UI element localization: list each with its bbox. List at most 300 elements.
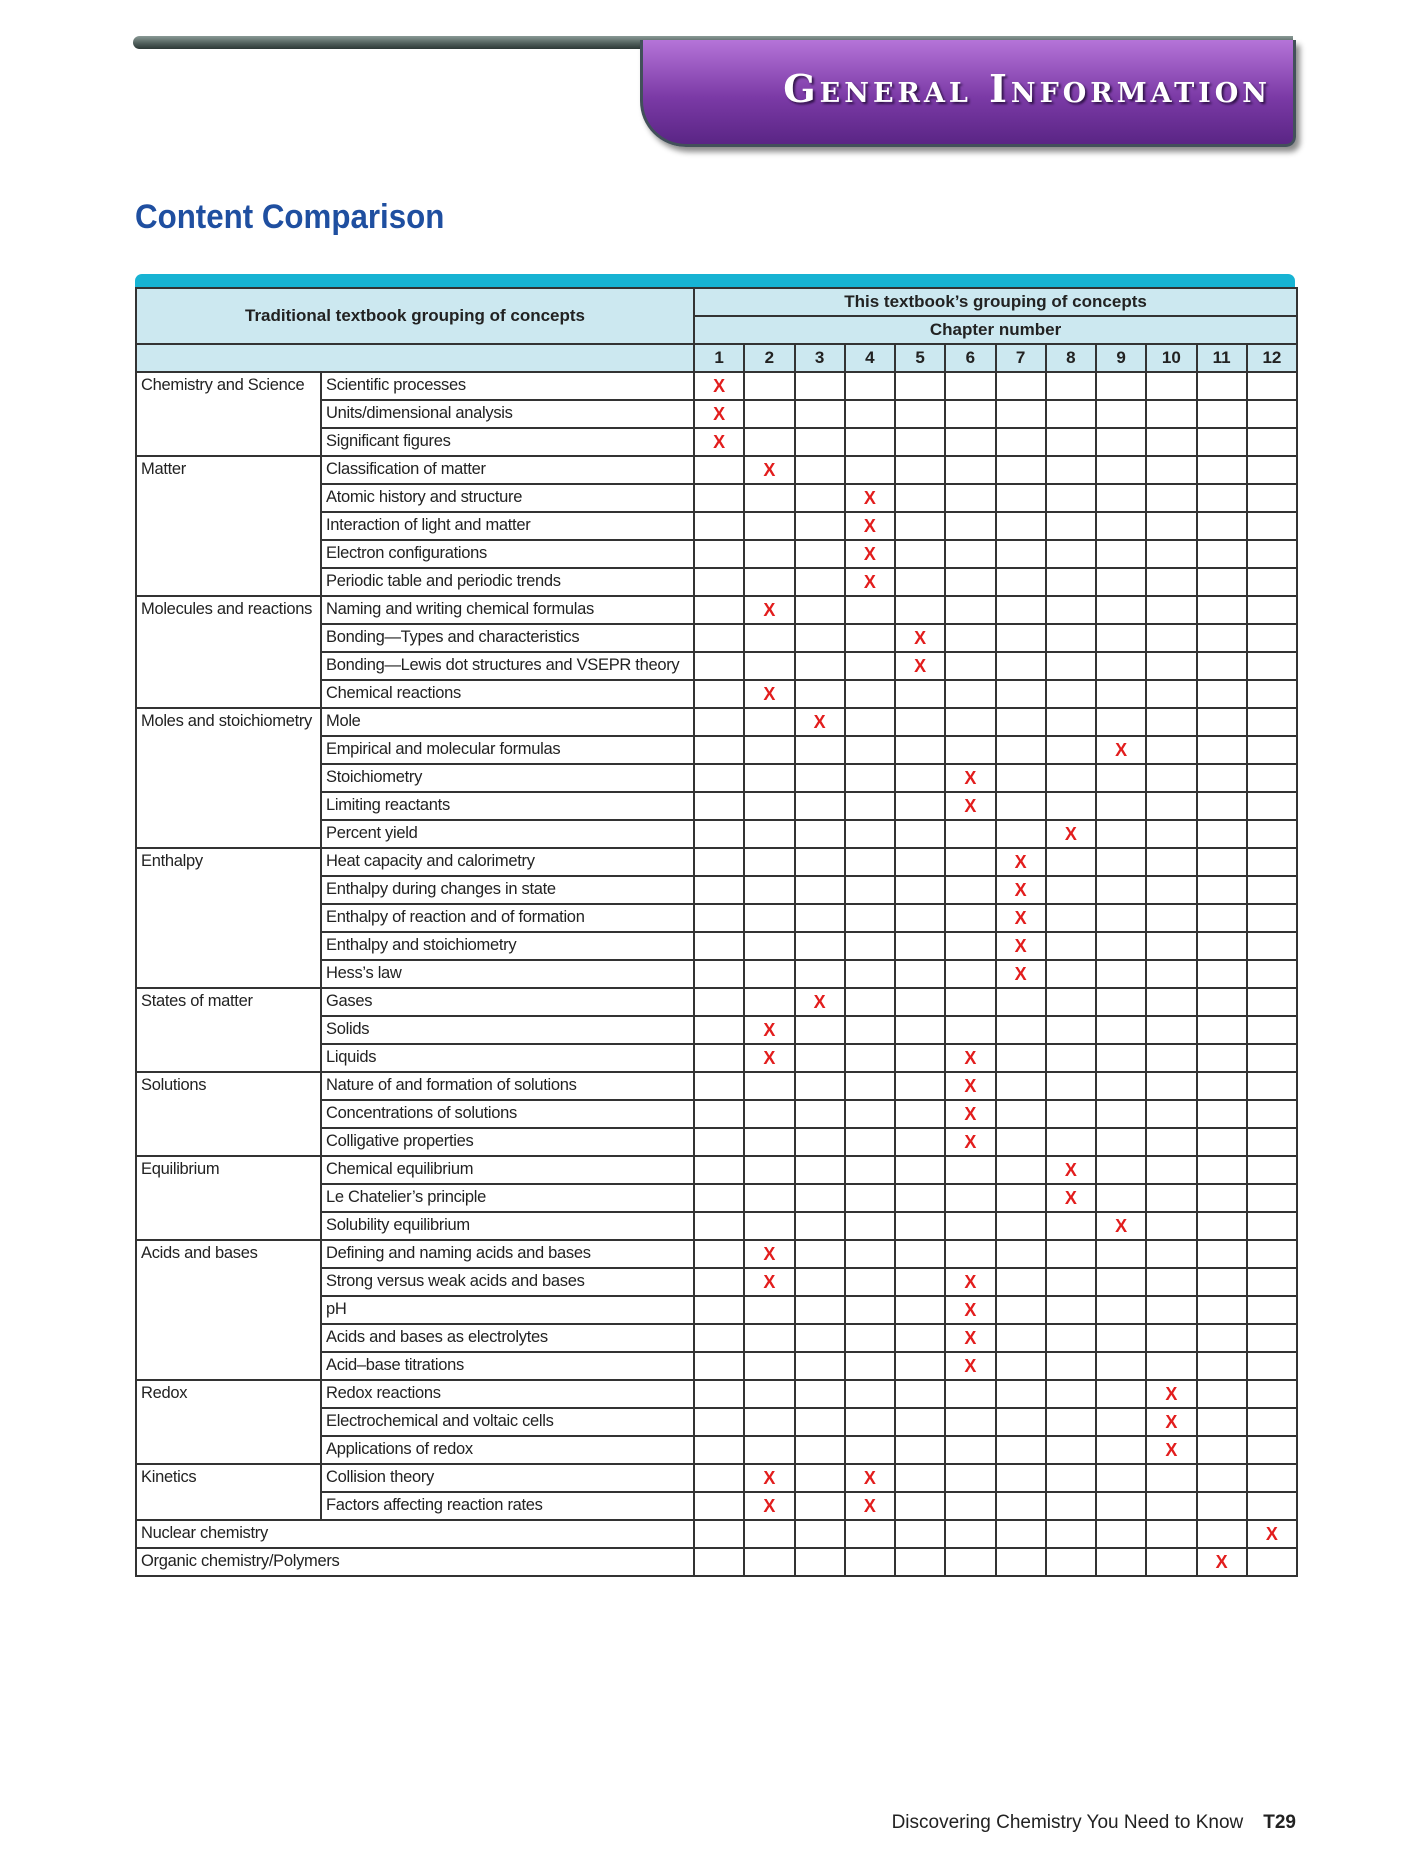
chapter-cell: [1096, 1016, 1146, 1044]
chapter-cell: [1096, 1296, 1146, 1324]
chapter-cell: [1046, 1128, 1096, 1156]
chapter-cell: [1096, 1520, 1146, 1548]
chapter-cell: [1247, 652, 1297, 680]
chapter-cell: [1046, 596, 1096, 624]
chapter-number-header: Chapter number: [694, 316, 1297, 344]
chapter-cell: [895, 1268, 945, 1296]
chapter-cell: [694, 848, 744, 876]
chapter-cell: [845, 708, 895, 736]
chapter-cell: [996, 1492, 1046, 1520]
chapter-mark: X: [895, 652, 945, 680]
chapter-cell: [1146, 1212, 1196, 1240]
chapter-cell: [694, 1240, 744, 1268]
chapter-cell: [1046, 1324, 1096, 1352]
chapter-cell: [845, 1324, 895, 1352]
chapter-cell: [1046, 1212, 1096, 1240]
chapter-cell: [1197, 1240, 1247, 1268]
textbook-grouping-header: This textbook’s grouping of concepts: [694, 288, 1297, 316]
chapter-mark: X: [1146, 1436, 1196, 1464]
chapter-cell: [945, 568, 995, 596]
topic-cell: Nuclear chemistry: [136, 1520, 694, 1548]
chapter-cell: [895, 1520, 945, 1548]
chapter-cell: [1146, 960, 1196, 988]
chapter-cell: [1197, 1100, 1247, 1128]
table-row: [136, 596, 1297, 624]
chapter-cell: [895, 1128, 945, 1156]
chapter-cell: [694, 1408, 744, 1436]
chapter-cell: [895, 1324, 945, 1352]
concept-cell: Colligative properties: [321, 1128, 694, 1156]
chapter-cell: [996, 1156, 1046, 1184]
chapter-cell: [1146, 680, 1196, 708]
chapter-cell: [795, 1184, 845, 1212]
concept-cell: Redox reactions: [321, 1380, 694, 1408]
chapter-cell: [845, 736, 895, 764]
concept-cell: Mole: [321, 708, 694, 736]
chapter-cell: [1046, 1268, 1096, 1296]
chapter-cell: [795, 1016, 845, 1044]
chapter-cell: [996, 1240, 1046, 1268]
chapter-cell: [744, 428, 794, 456]
chapter-cell: [1096, 428, 1146, 456]
chapter-cell: [1046, 456, 1096, 484]
chapter-cell: [845, 1408, 895, 1436]
chapter-cell: [744, 1324, 794, 1352]
chapter-cell: [795, 792, 845, 820]
chapter-cell: [845, 400, 895, 428]
chapter-cell: [795, 764, 845, 792]
chapter-cell: [1197, 1464, 1247, 1492]
chapter-cell: [744, 736, 794, 764]
chapter-cell: [1247, 1324, 1297, 1352]
chapter-cell: [845, 1044, 895, 1072]
chapter-cell: [895, 1296, 945, 1324]
chapter-cell: [1096, 1156, 1146, 1184]
chapter-mark: X: [845, 484, 895, 512]
chapter-cell: [744, 1380, 794, 1408]
chapter-cell: [1046, 652, 1096, 680]
concept-cell: Interaction of light and matter: [321, 512, 694, 540]
chapter-cell: [1146, 428, 1196, 456]
chapter-cell: [744, 960, 794, 988]
chapter-mark: X: [945, 1352, 995, 1380]
table-row: [136, 1380, 1297, 1408]
chapter-number-cell: 4: [845, 344, 895, 372]
chapter-cell: [1046, 540, 1096, 568]
chapter-cell: [1096, 876, 1146, 904]
concept-cell: Factors affecting reaction rates: [321, 1492, 694, 1520]
chapter-cell: [744, 1436, 794, 1464]
chapter-cell: [1146, 400, 1196, 428]
chapter-cell: [1096, 764, 1146, 792]
chapter-cell: [795, 372, 845, 400]
chapter-cell: [996, 484, 1046, 512]
concept-cell: Bonding—Lewis dot structures and VSEPR theory: [321, 652, 694, 680]
chapter-mark: X: [996, 932, 1046, 960]
chapter-cell: [1197, 1016, 1247, 1044]
chapter-cell: [1146, 1100, 1196, 1128]
chapter-cell: [694, 876, 744, 904]
chapter-cell: [795, 1436, 845, 1464]
chapter-cell: [1197, 932, 1247, 960]
chapter-cell: [895, 1408, 945, 1436]
chapter-cell: [1197, 428, 1247, 456]
chapter-cell: [1247, 1016, 1297, 1044]
chapter-cell: [1096, 1352, 1146, 1380]
chapter-cell: [996, 624, 1046, 652]
concept-cell: Naming and writing chemical formulas: [321, 596, 694, 624]
chapter-cell: [1197, 736, 1247, 764]
chapter-cell: [1146, 792, 1196, 820]
chapter-cell: [1247, 1408, 1297, 1436]
chapter-cell: [945, 428, 995, 456]
chapter-cell: [1197, 456, 1247, 484]
chapter-cell: [996, 1352, 1046, 1380]
chapter-cell: [895, 540, 945, 568]
chapter-cell: [795, 1072, 845, 1100]
chapter-number-cell: 8: [1046, 344, 1096, 372]
chapter-cell: [895, 1044, 945, 1072]
chapter-cell: [1046, 428, 1096, 456]
concept-cell: Heat capacity and calorimetry: [321, 848, 694, 876]
chapter-cell: [795, 904, 845, 932]
chapter-cell: [694, 1324, 744, 1352]
chapter-cell: [1096, 960, 1146, 988]
chapter-cell: [1146, 1128, 1196, 1156]
chapter-cell: [945, 1408, 995, 1436]
chapter-cell: [996, 1324, 1046, 1352]
chapter-cell: [1146, 1548, 1196, 1576]
chapter-cell: [996, 1408, 1046, 1436]
chapter-cell: [1046, 1464, 1096, 1492]
chapter-cell: [1096, 1464, 1146, 1492]
chapter-cell: [795, 1548, 845, 1576]
chapter-cell: [1096, 484, 1146, 512]
chapter-cell: [845, 1380, 895, 1408]
chapter-cell: [1146, 1156, 1196, 1184]
chapter-cell: [1247, 1156, 1297, 1184]
chapter-cell: [795, 568, 845, 596]
chapter-cell: [1247, 1296, 1297, 1324]
chapter-cell: [996, 1296, 1046, 1324]
chapter-cell: [1197, 652, 1247, 680]
chapter-mark: X: [1096, 736, 1146, 764]
chapter-cell: [1197, 624, 1247, 652]
chapter-cell: [1197, 764, 1247, 792]
chapter-cell: [1096, 1324, 1146, 1352]
chapter-cell: [694, 1016, 744, 1044]
chapter-mark: X: [744, 1268, 794, 1296]
chapter-cell: [1247, 1044, 1297, 1072]
chapter-cell: [694, 736, 744, 764]
chapter-cell: [895, 1184, 945, 1212]
chapter-cell: [845, 1156, 895, 1184]
chapter-cell: [1096, 1408, 1146, 1436]
chapter-cell: [895, 736, 945, 764]
chapter-mark: X: [744, 1492, 794, 1520]
chapter-mark: X: [744, 456, 794, 484]
chapter-cell: [1046, 876, 1096, 904]
chapter-cell: [795, 596, 845, 624]
concept-cell: Nature of and formation of solutions: [321, 1072, 694, 1100]
chapter-cell: [1197, 596, 1247, 624]
chapter-cell: [1046, 1044, 1096, 1072]
chapter-cell: [895, 1548, 945, 1576]
chapter-cell: [1046, 372, 1096, 400]
chapter-cell: [945, 988, 995, 1016]
chapter-cell: [795, 1100, 845, 1128]
chapter-cell: [845, 428, 895, 456]
chapter-cell: [895, 708, 945, 736]
chapter-number-cell: 11: [1197, 344, 1247, 372]
chapter-cell: [1146, 764, 1196, 792]
chapter-cell: [744, 652, 794, 680]
chapter-cell: [744, 1520, 794, 1548]
chapter-cell: [1197, 1268, 1247, 1296]
chapter-cell: [945, 1156, 995, 1184]
chapter-cell: [1197, 484, 1247, 512]
chapter-cell: [1247, 1352, 1297, 1380]
table-row: [136, 1520, 1297, 1548]
chapter-cell: [1146, 568, 1196, 596]
chapter-cell: [1046, 568, 1096, 596]
chapter-cell: [1096, 1268, 1146, 1296]
chapter-cell: [744, 904, 794, 932]
concept-cell: Collision theory: [321, 1464, 694, 1492]
chapter-cell: [744, 1296, 794, 1324]
chapter-cell: [1046, 1352, 1096, 1380]
chapter-cell: [845, 1072, 895, 1100]
chapter-cell: [1046, 988, 1096, 1016]
chapter-number-cell: 9: [1096, 344, 1146, 372]
chapter-cell: [744, 372, 794, 400]
chapter-cell: [694, 624, 744, 652]
chapter-cell: [945, 1520, 995, 1548]
chapter-cell: [744, 1100, 794, 1128]
chapter-mark: X: [795, 988, 845, 1016]
chapter-cell: [845, 1212, 895, 1240]
chapter-cell: [1146, 1072, 1196, 1100]
concept-cell: Applications of redox: [321, 1436, 694, 1464]
chapter-mark: X: [1046, 820, 1096, 848]
chapter-cell: [694, 1548, 744, 1576]
chapter-cell: [845, 932, 895, 960]
chapter-cell: [795, 428, 845, 456]
chapter-cell: [1197, 848, 1247, 876]
concept-cell: Liquids: [321, 1044, 694, 1072]
traditional-grouping-header: Traditional textbook grouping of concepts: [136, 288, 694, 344]
chapter-cell: [694, 1492, 744, 1520]
chapter-cell: [895, 848, 945, 876]
chapter-cell: [1247, 820, 1297, 848]
chapter-mark: X: [996, 904, 1046, 932]
chapter-cell: [996, 820, 1046, 848]
chapter-number-cell: 5: [895, 344, 945, 372]
chapter-cell: [744, 708, 794, 736]
chapter-cell: [795, 1268, 845, 1296]
chapter-cell: [945, 512, 995, 540]
chapter-cell: [795, 876, 845, 904]
chapter-cell: [1096, 540, 1146, 568]
chapter-cell: [795, 1240, 845, 1268]
topic-cell: States of matter: [136, 988, 321, 1072]
chapter-cell: [945, 736, 995, 764]
chapter-mark: X: [945, 792, 995, 820]
chapter-cell: [694, 1156, 744, 1184]
chapter-cell: [1046, 1520, 1096, 1548]
chapter-cell: [1247, 596, 1297, 624]
chapter-mark: X: [1146, 1408, 1196, 1436]
chapter-cell: [1146, 1464, 1196, 1492]
chapter-cell: [996, 1184, 1046, 1212]
chapter-cell: [1197, 680, 1247, 708]
chapter-cell: [1046, 708, 1096, 736]
chapter-cell: [845, 960, 895, 988]
chapter-cell: [1046, 1548, 1096, 1576]
chapter-cell: [996, 1548, 1046, 1576]
chapter-cell: [694, 820, 744, 848]
chapter-cell: [1146, 1296, 1196, 1324]
topic-cell: Molecules and reactions: [136, 596, 321, 708]
chapter-cell: [895, 932, 945, 960]
chapter-cell: [1197, 1408, 1247, 1436]
chapter-cell: [795, 1044, 845, 1072]
chapter-cell: [795, 848, 845, 876]
chapter-cell: [1247, 876, 1297, 904]
chapter-cell: [1247, 456, 1297, 484]
table-row: [136, 372, 1297, 400]
chapter-cell: [1046, 792, 1096, 820]
chapter-cell: [996, 764, 1046, 792]
chapter-cell: [1046, 1100, 1096, 1128]
chapter-mark: X: [1046, 1184, 1096, 1212]
chapter-cell: [795, 512, 845, 540]
chapter-cell: [895, 820, 945, 848]
chapter-mark: X: [845, 540, 895, 568]
chapter-cell: [1146, 1492, 1196, 1520]
chapter-cell: [895, 596, 945, 624]
chapter-cell: [1096, 1240, 1146, 1268]
chapter-cell: [694, 596, 744, 624]
chapter-cell: [1046, 1016, 1096, 1044]
chapter-cell: [895, 456, 945, 484]
chapter-cell: [795, 1296, 845, 1324]
chapter-cell: [1046, 1240, 1096, 1268]
chapter-cell: [1247, 848, 1297, 876]
chapter-cell: [744, 820, 794, 848]
chapter-cell: [996, 1520, 1046, 1548]
chapter-cell: [1247, 1184, 1297, 1212]
chapter-mark: X: [744, 680, 794, 708]
chapter-cell: [795, 1156, 845, 1184]
chapter-cell: [845, 876, 895, 904]
chapter-cell: [1146, 932, 1196, 960]
chapter-cell: [895, 1436, 945, 1464]
chapter-number-cell: 6: [945, 344, 995, 372]
chapter-cell: [945, 932, 995, 960]
chapter-mark: X: [945, 1324, 995, 1352]
chapter-cell: [1247, 904, 1297, 932]
chapter-mark: X: [1046, 1156, 1096, 1184]
chapter-cell: [1096, 1436, 1146, 1464]
chapter-cell: [795, 736, 845, 764]
concept-cell: Bonding—Types and characteristics: [321, 624, 694, 652]
chapter-cell: [1247, 736, 1297, 764]
topic-cell: Redox: [136, 1380, 321, 1464]
chapter-cell: [1247, 1464, 1297, 1492]
topic-cell: Organic chemistry/Polymers: [136, 1548, 694, 1576]
topic-cell: Kinetics: [136, 1464, 321, 1520]
chapter-cell: [744, 848, 794, 876]
chapter-cell: [996, 652, 1046, 680]
chapter-cell: [694, 652, 744, 680]
chapter-cell: [945, 372, 995, 400]
chapter-cell: [945, 680, 995, 708]
chapter-cell: [1146, 456, 1196, 484]
chapter-cell: [845, 988, 895, 1016]
chapter-cell: [1146, 484, 1196, 512]
chapter-cell: [895, 1212, 945, 1240]
chapter-cell: [1046, 400, 1096, 428]
chapter-cell: [1096, 680, 1146, 708]
chapter-cell: [845, 1352, 895, 1380]
blank-header-cell: [136, 344, 694, 372]
chapter-cell: [945, 456, 995, 484]
chapter-cell: [694, 1212, 744, 1240]
chapter-cell: [694, 540, 744, 568]
chapter-cell: [1247, 764, 1297, 792]
chapter-cell: [945, 1184, 995, 1212]
chapter-cell: [694, 1436, 744, 1464]
chapter-cell: [996, 372, 1046, 400]
chapter-cell: [744, 540, 794, 568]
page-title: Content Comparison: [135, 198, 445, 236]
chapter-cell: [1197, 960, 1247, 988]
chapter-cell: [1197, 1324, 1247, 1352]
chapter-cell: [1247, 1548, 1297, 1576]
chapter-cell: [996, 1100, 1046, 1128]
table-row: [136, 708, 1297, 736]
topic-cell: Matter: [136, 456, 321, 596]
chapter-cell: [1197, 1520, 1247, 1548]
chapter-cell: [895, 876, 945, 904]
chapter-cell: [845, 1296, 895, 1324]
chapter-cell: [1247, 1268, 1297, 1296]
chapter-cell: [945, 1212, 995, 1240]
chapter-cell: [945, 820, 995, 848]
concept-cell: Limiting reactants: [321, 792, 694, 820]
chapter-cell: [1197, 400, 1247, 428]
chapter-cell: [1146, 876, 1196, 904]
concept-cell: Acids and bases as electrolytes: [321, 1324, 694, 1352]
chapter-cell: [1146, 1044, 1196, 1072]
chapter-cell: [694, 960, 744, 988]
chapter-cell: [1096, 904, 1146, 932]
chapter-cell: [996, 428, 1046, 456]
chapter-cell: [1247, 1212, 1297, 1240]
concept-cell: Atomic history and structure: [321, 484, 694, 512]
chapter-cell: [996, 1128, 1046, 1156]
chapter-cell: [996, 1016, 1046, 1044]
chapter-cell: [1146, 652, 1196, 680]
chapter-cell: [1146, 596, 1196, 624]
chapter-cell: [744, 624, 794, 652]
chapter-cell: [996, 400, 1046, 428]
chapter-cell: [694, 764, 744, 792]
chapter-cell: [744, 568, 794, 596]
chapter-cell: [895, 428, 945, 456]
chapter-cell: [895, 1072, 945, 1100]
